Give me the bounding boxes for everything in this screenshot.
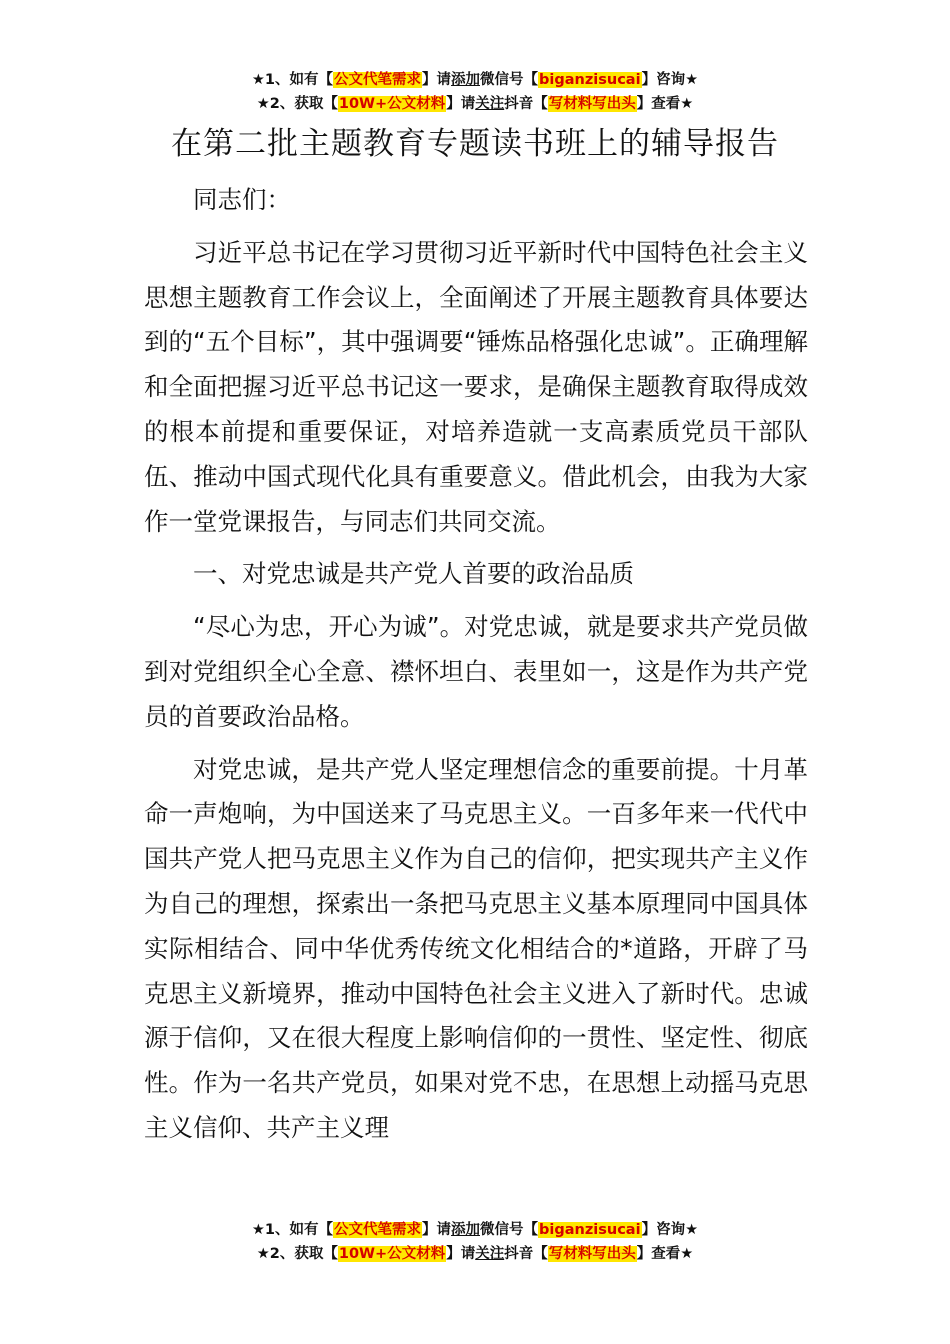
banner-underline: 添加 bbox=[451, 72, 481, 88]
banner-highlight: 公文代笔需求 bbox=[334, 72, 422, 88]
top-banner bbox=[0, 68, 950, 116]
banner-text: 】查看★ bbox=[636, 1246, 694, 1262]
banner-highlight: 10W+公文材料 bbox=[338, 1246, 446, 1262]
banner-text: 微信号【 bbox=[480, 1222, 539, 1238]
banner-underline: 关注 bbox=[475, 1246, 505, 1262]
banner-text: 】请 bbox=[446, 96, 476, 112]
paragraph-intro: 习近平总书记在学习贯彻习近平新时代中国特色社会主义思想主题教育工作会议上，全面阐述了开展主题教育具体要达到的“五个目标”，其中强调要“锤炼品格强化忠诚”。正确理解和全面把握习近平总书记这一要求，是确保主题教育取得成效的根本前提和重要保证，对培养造就一支高素质党员干部队伍、推动中国式现代化具有重要意义。借此机会，由我为大家作一堂党课报告，与同志们共同交流。 bbox=[144, 237, 808, 536]
document-title: 在第二批主题教育专题读书班上的辅导报告 bbox=[171, 126, 779, 162]
banner-text: 】请 bbox=[422, 1222, 452, 1238]
banner-text: 抖音【 bbox=[504, 1246, 548, 1262]
banner-line-1 bbox=[0, 1218, 950, 1242]
banner-text: 抖音【 bbox=[504, 96, 548, 112]
banner-text: ★1、如有【 bbox=[251, 72, 334, 88]
document-body bbox=[144, 178, 808, 1159]
banner-text: ★1、如有【 bbox=[251, 1222, 334, 1238]
salutation: 同志们： bbox=[193, 185, 291, 214]
paragraph: “尽心为忠，开心为诚”。对党忠诚，就是要求共产党员做到对党组织全心全意、襟怀坦白、表里如一，这是作为共产党员的首要政治品格。 bbox=[144, 612, 808, 731]
banner-text: ★2、获取【 bbox=[256, 96, 338, 112]
banner-text: 微信号【 bbox=[480, 72, 539, 88]
banner-line-2 bbox=[0, 92, 950, 116]
banner-highlight-wechat: biganzisucai bbox=[539, 72, 641, 88]
banner-text: ★2、获取【 bbox=[256, 1246, 338, 1262]
banner-line-2 bbox=[0, 1242, 950, 1266]
banner-highlight-douyin: 写材料写出头 bbox=[548, 96, 636, 112]
section-heading-1: 一、对党忠诚是共产党人首要的政治品质 bbox=[193, 559, 634, 589]
banner-highlight: 10W+公文材料 bbox=[338, 96, 446, 112]
banner-underline: 添加 bbox=[451, 1222, 481, 1238]
banner-underline: 关注 bbox=[475, 96, 505, 112]
banner-text: 】请 bbox=[446, 1246, 476, 1262]
banner-highlight-wechat: biganzisucai bbox=[539, 1222, 641, 1238]
paragraph: 对党忠诚，是共产党人坚定理想信念的重要前提。十月革命一声炮响，为中国送来了马克思主义。一百多年来一代代中国共产党人把马克思主义作为自己的信仰，把实现共产主义作为自己的理想，探索出一条把马克思主义基本原理同中国具体实际相结合、同中华优秀传统文化相结合的*道路，开辟了马克思主义新境界，推动中国特色社会主义进入了新时代。忠诚源于信仰，又在很大程度上影响信仰的一贯性、坚定性、彻底性。作为一名共产党员，如果对党不忠，在思想上动摇马克思主义信仰、共产主义理 bbox=[144, 754, 808, 1142]
banner-highlight: 公文代笔需求 bbox=[334, 1222, 422, 1238]
banner-highlight-douyin: 写材料写出头 bbox=[548, 1246, 636, 1262]
banner-text: 】查看★ bbox=[636, 96, 694, 112]
banner-text: 】咨询★ bbox=[641, 72, 699, 88]
banner-text: 】咨询★ bbox=[641, 1222, 699, 1238]
bottom-banner bbox=[0, 1218, 950, 1266]
banner-line-1 bbox=[0, 68, 950, 92]
banner-text: 】请 bbox=[422, 72, 452, 88]
